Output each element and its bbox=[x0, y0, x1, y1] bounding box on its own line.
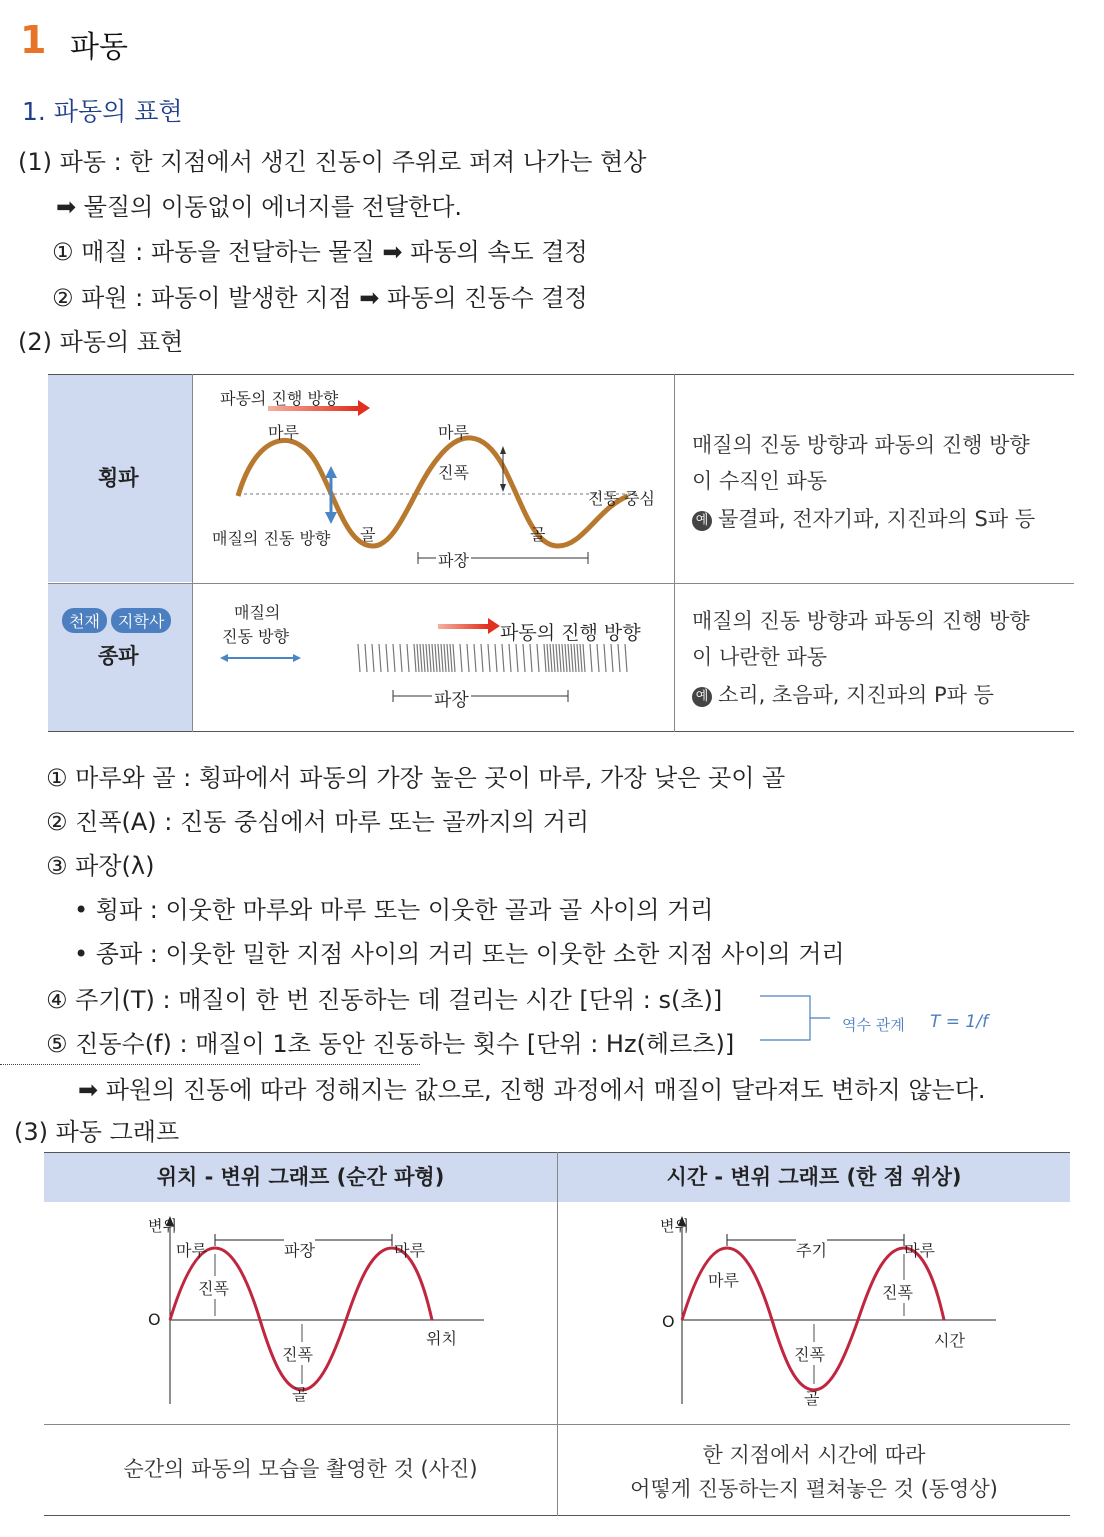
badge-cheonjae: 천재 bbox=[62, 608, 107, 633]
left-span: 파장 bbox=[284, 1238, 315, 1261]
example-mark: 예 bbox=[692, 511, 712, 531]
spring-coil bbox=[365, 644, 367, 672]
crest-label-1: 마루 bbox=[268, 423, 299, 442]
right-graph-title: 시간 - 변위 그래프 (한 점 위상) bbox=[558, 1152, 1070, 1202]
long-medium-dir-line1: 매질의 bbox=[234, 603, 281, 622]
spring-coil bbox=[393, 644, 395, 672]
left-crest-2: 마루 bbox=[394, 1241, 425, 1260]
spring-coil bbox=[618, 644, 620, 672]
spring-coil bbox=[441, 644, 443, 672]
spring-coil bbox=[537, 644, 539, 672]
spring-coil bbox=[426, 644, 428, 672]
item1-heading: (1) 파동 : 한 지점에서 생긴 진동이 주위로 퍼져 나가는 현상 bbox=[18, 148, 647, 176]
item3-heading: (3) 파동 그래프 bbox=[14, 1118, 180, 1146]
spring-coil bbox=[574, 644, 576, 672]
spring-coil bbox=[481, 644, 483, 672]
spring-coil bbox=[495, 644, 497, 672]
spring-coil bbox=[372, 644, 374, 672]
spring-coil bbox=[556, 644, 558, 672]
term-2: ② 진폭(A) : 진동 중심에서 마루 또는 골까지의 거리 bbox=[46, 808, 590, 836]
spring-coil bbox=[488, 644, 490, 672]
right-caption-1: 한 지점에서 시간에 따라 bbox=[702, 1443, 926, 1467]
spring-coil bbox=[474, 644, 476, 672]
longitudinal-label: 종파 bbox=[98, 644, 139, 668]
spring-coil bbox=[467, 644, 469, 672]
longitudinal-example bbox=[692, 676, 994, 714]
spring-coil bbox=[571, 644, 573, 672]
spring-coil bbox=[435, 644, 437, 672]
spring-coil bbox=[550, 644, 552, 672]
right-trough: 골 bbox=[804, 1389, 820, 1408]
spring-coil bbox=[502, 644, 504, 672]
left-wave-curve bbox=[170, 1248, 432, 1390]
left-trough: 골 bbox=[292, 1385, 308, 1404]
relation-note: 역수 관계 bbox=[842, 1016, 905, 1034]
transverse-desc-2: 이 수직인 파동 bbox=[692, 469, 828, 493]
right-caption-2: 어떻게 진동하는지 펼쳐놓은 것 (동영상) bbox=[630, 1477, 998, 1501]
transverse-label: 횡파 bbox=[98, 466, 139, 490]
spring-coil bbox=[444, 644, 446, 672]
wavelength-label: 파장 bbox=[436, 548, 471, 571]
left-crest-1: 마루 bbox=[176, 1241, 207, 1260]
item2-heading: (2) 파동의 표현 bbox=[18, 328, 184, 356]
spring-coil bbox=[530, 644, 532, 672]
term-1: ① 마루와 골 : 횡파에서 파동의 가장 높은 곳이 마루, 가장 낮은 곳이 골 bbox=[46, 764, 786, 792]
trough-label-1: 골 bbox=[360, 525, 376, 544]
right-y-axis-label: 변위 bbox=[660, 1217, 689, 1235]
spring-coil bbox=[379, 644, 381, 672]
item1-sub1: ① 매질 : 파동을 전달하는 물질 ➡ 파동의 속도 결정 bbox=[52, 238, 588, 266]
spring-coil bbox=[423, 644, 425, 672]
chapter-number: 1 bbox=[20, 18, 47, 62]
spring-coil bbox=[523, 644, 525, 672]
spring-coil bbox=[447, 644, 449, 672]
right-crest-2: 마루 bbox=[904, 1241, 935, 1260]
spring-coil bbox=[590, 644, 592, 672]
spring-coil bbox=[460, 644, 462, 672]
spring-coil bbox=[577, 644, 579, 672]
spring-coil bbox=[429, 644, 431, 672]
left-origin: O bbox=[148, 1310, 161, 1329]
trough-label-2: 골 bbox=[530, 525, 546, 544]
spring-coil bbox=[559, 644, 561, 672]
spring-coil bbox=[450, 644, 452, 672]
left-caption: 순간의 파동의 모습을 촬영한 것 (사진) bbox=[123, 1457, 478, 1481]
relation-formula: T = 1/f bbox=[930, 1012, 988, 1032]
wave-graph-table bbox=[44, 1152, 1070, 1516]
section-title: 1. 파동의 표현 bbox=[22, 97, 183, 126]
relation-bracket bbox=[740, 988, 840, 1048]
term-5-note: ➡ 파원의 진동에 따라 정해지는 값으로, 진행 과정에서 매질이 달라져도 변하지 않는다. bbox=[78, 1076, 986, 1104]
spring-coil bbox=[544, 644, 546, 672]
example-mark-2: 예 bbox=[692, 687, 712, 707]
right-span: 주기 bbox=[796, 1238, 827, 1261]
spring-coil bbox=[553, 644, 555, 672]
medium-direction-label: 매질의 진동 방향 bbox=[212, 529, 331, 548]
left-y-axis-label: 변위 bbox=[148, 1217, 177, 1235]
item1-sub2: ② 파원 : 파동이 발생한 지점 ➡ 파동의 진동수 결정 bbox=[52, 284, 588, 312]
left-amp-top: 진폭 bbox=[198, 1276, 229, 1299]
spring-coil bbox=[400, 644, 402, 672]
term-3: ③ 파장(λ) bbox=[46, 852, 155, 880]
dotted-divider bbox=[0, 1064, 420, 1065]
term-3a: • 횡파 : 이웃한 마루와 마루 또는 이웃한 골과 골 사이의 거리 bbox=[74, 896, 714, 924]
long-medium-dir-line2: 진동 방향 bbox=[222, 627, 289, 646]
right-crest-1: 마루 bbox=[708, 1271, 739, 1290]
spring-coil bbox=[516, 644, 518, 672]
spring-coil bbox=[420, 644, 422, 672]
spring-coil bbox=[604, 644, 606, 672]
spring-coil bbox=[580, 644, 582, 672]
longitudinal-desc-1: 매질의 진동 방향과 파동의 진행 방향 bbox=[692, 609, 1030, 633]
wave-type-table bbox=[48, 374, 1074, 732]
transverse-example bbox=[692, 500, 1035, 538]
item1-arrow-line: ➡ 물질의 이동없이 에너지를 전달한다. bbox=[56, 193, 463, 221]
long-direction-label: 파동의 진행 방향 bbox=[500, 622, 641, 644]
transverse-example-text: 물결파, 전자기파, 지진파의 S파 등 bbox=[718, 507, 1036, 531]
right-origin: O bbox=[662, 1312, 675, 1331]
spring-coil bbox=[407, 644, 409, 672]
spring-coil bbox=[386, 644, 388, 672]
spring-coil bbox=[417, 644, 419, 672]
spring-coil bbox=[625, 644, 627, 672]
spring-coil bbox=[547, 644, 549, 672]
spring-coil bbox=[414, 644, 416, 672]
spring-coil bbox=[432, 644, 434, 672]
spring-coil bbox=[358, 644, 360, 672]
badge-jihaksa: 지학사 bbox=[111, 608, 171, 633]
transverse-direction-label: 파동의 진행 방향 bbox=[220, 389, 339, 408]
spring-coil bbox=[453, 644, 455, 672]
right-amp-top: 진폭 bbox=[882, 1280, 913, 1303]
longitudinal-example-text: 소리, 초음파, 지진파의 P파 등 bbox=[718, 683, 994, 707]
right-x-axis-label: 시간 bbox=[934, 1331, 965, 1350]
spring-coil bbox=[583, 644, 585, 672]
spring-coil bbox=[597, 644, 599, 672]
right-amp-bottom: 진폭 bbox=[794, 1342, 825, 1365]
longitudinal-desc-2: 이 나란한 파동 bbox=[692, 645, 828, 669]
crest-label-2: 마루 bbox=[438, 423, 469, 442]
transverse-desc-1: 매질의 진동 방향과 파동의 진행 방향 bbox=[692, 433, 1030, 457]
term-5: ⑤ 진동수(f) : 매질이 1초 동안 진동하는 횟수 [단위 : Hz(헤르츠)] bbox=[46, 1030, 735, 1058]
spring-coil bbox=[438, 644, 440, 672]
spring-coil bbox=[568, 644, 570, 672]
term-4: ④ 주기(T) : 매질이 한 번 진동하는 데 걸리는 시간 [단위 : s(초)] bbox=[46, 986, 723, 1014]
chapter-title: 파동 bbox=[70, 30, 128, 65]
textbook-badges bbox=[62, 608, 175, 633]
spring-coil bbox=[565, 644, 567, 672]
spring-coil bbox=[562, 644, 564, 672]
left-graph-title: 위치 - 변위 그래프 (순간 파형) bbox=[44, 1152, 557, 1202]
term-3b: • 종파 : 이웃한 밀한 지점 사이의 거리 또는 이웃한 소한 지점 사이의 거리 bbox=[74, 940, 845, 968]
spring-coil bbox=[611, 644, 613, 672]
center-label: 진동 중심 bbox=[588, 489, 655, 508]
spring-coil bbox=[509, 644, 511, 672]
long-wavelength-label: 파장 bbox=[432, 686, 471, 712]
left-x-axis-label: 위치 bbox=[426, 1329, 457, 1348]
left-amp-bottom: 진폭 bbox=[282, 1342, 313, 1365]
amplitude-label: 진폭 bbox=[438, 463, 469, 482]
right-graph-svg bbox=[656, 1214, 1036, 1414]
